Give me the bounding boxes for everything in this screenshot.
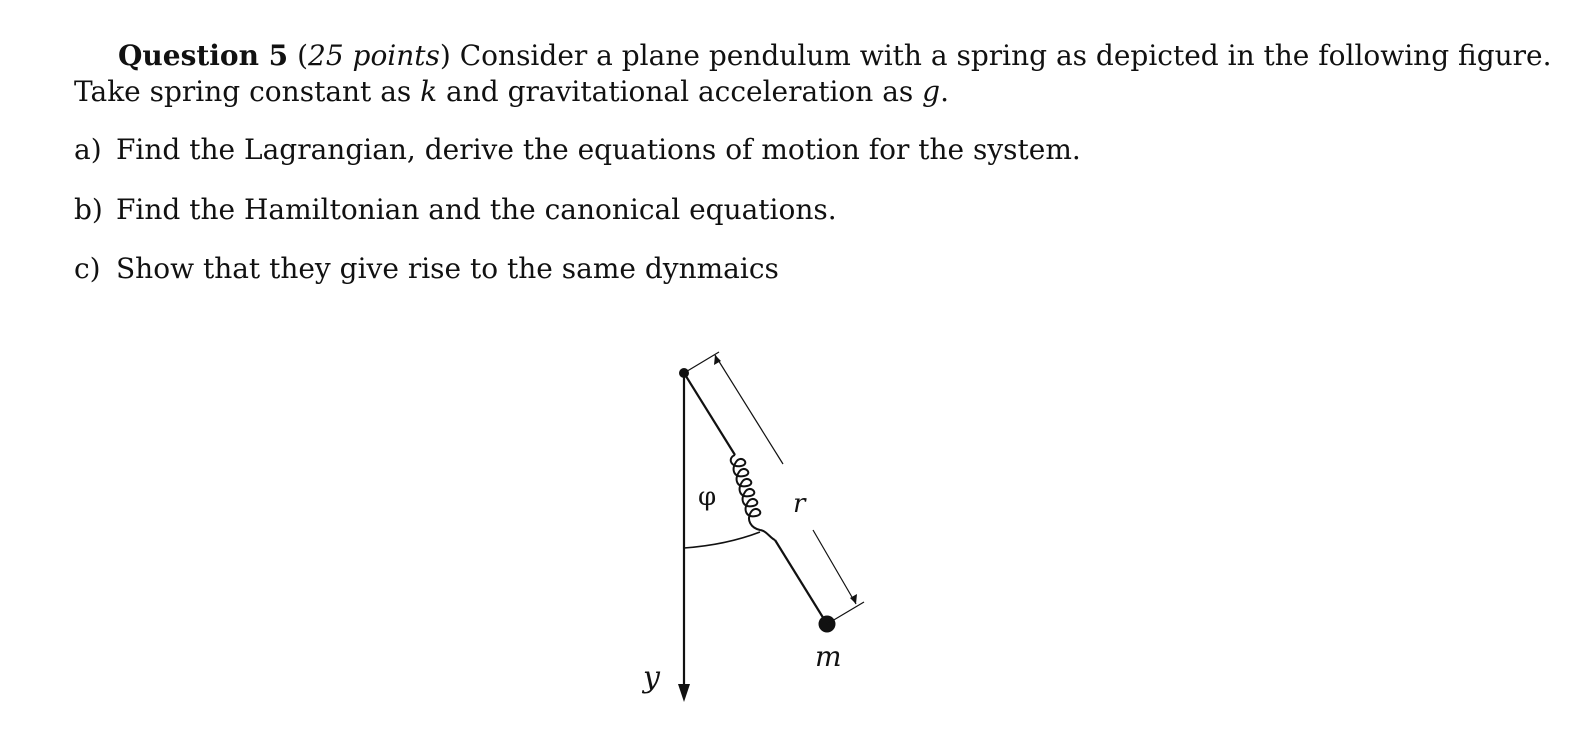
var-g: g — [922, 75, 941, 108]
part-label: c) — [74, 252, 101, 285]
question-points: 25 points — [308, 39, 440, 72]
pendulum-figure — [630, 340, 890, 730]
points-close: ) — [439, 39, 460, 72]
dimension-line-upper — [715, 355, 783, 464]
rod-upper — [684, 373, 735, 455]
dimension-extension-bottom — [827, 602, 864, 624]
question-first-line — [74, 38, 1552, 74]
points-open: ( — [288, 39, 308, 72]
axis-label: y — [643, 660, 660, 695]
question-text-a: Take spring constant as — [74, 75, 421, 108]
part-label: a) — [74, 133, 102, 166]
question-parts-list — [74, 132, 1081, 311]
part-text: Show that they give rise to the same dynmaics — [116, 252, 779, 285]
mass-label: m — [815, 640, 842, 673]
pendulum-diagram — [630, 340, 890, 730]
part-text: Find the Hamiltonian and the canonical equations. — [116, 192, 837, 226]
question-title: Question 5 — [118, 39, 289, 72]
spring-coil — [731, 455, 775, 540]
dimension-line-lower — [813, 530, 856, 604]
dimension-extension-top — [684, 352, 719, 373]
angle-arc — [684, 532, 760, 548]
length-label: r — [793, 489, 806, 519]
question-second-line — [74, 74, 1514, 110]
part-label: b) — [74, 192, 103, 226]
part-b — [74, 192, 1081, 252]
question-text-b: and gravitational acceleration as — [437, 75, 923, 108]
question-sentence: Consider a plane pendulum with a spring as depicted in the following figure. — [459, 39, 1552, 72]
rod-lower — [775, 540, 827, 624]
question-text — [74, 38, 1552, 110]
axis-arrowhead — [678, 684, 690, 702]
part-text: Find the Lagrangian, derive the equations of motion for the system. — [116, 133, 1081, 166]
var-k: k — [420, 75, 438, 108]
part-a — [74, 132, 1081, 192]
part-c — [74, 251, 1081, 311]
angle-label: φ — [698, 482, 717, 512]
question-text-c: . — [940, 75, 949, 108]
